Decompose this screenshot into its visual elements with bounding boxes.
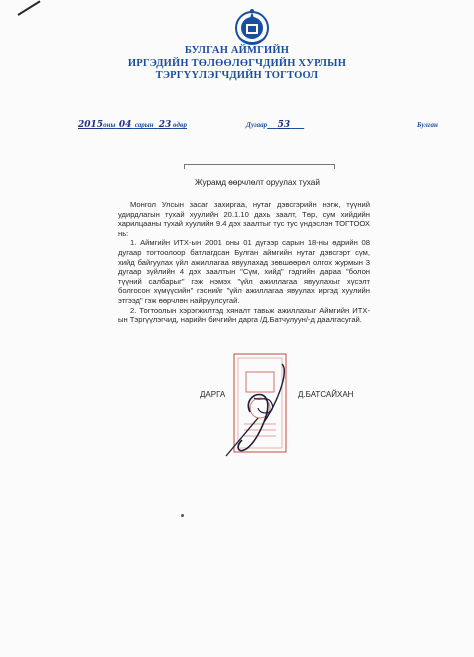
document-place: Булган bbox=[417, 121, 438, 129]
subject-bracket bbox=[184, 164, 334, 165]
date-month-suffix: сарын bbox=[134, 121, 154, 129]
body-paragraph-2: 1. Аймгийн ИТХ-ын 2001 оны 01 дүгээр сарын 18-ны өдрийн 08 дугаар тогтоолоор батлагдсан Булган аймгийн нутаг дэвсгэрт сүм, хийд байгуулах үйл ажиллагаа явуулахад зөвшөөрөл олгох журмын 3 дугаар зүйлийн 4 дэх заалтын "Сүм, хийд" гэдгийн дараа "болон түүний салбарыг" гэж нэмэх "үйл ажиллагаа явуулахыг хүсэлт болгосон хүмүүсийн" гэснийг "үйл ажиллагаа явуулах иргэд хуулийн этгээд" гэж өөрчлөн найруулсугай. bbox=[118, 238, 370, 305]
document-subject: Журамд өөрчлөлт оруулах тухай bbox=[195, 178, 320, 187]
subject-bracket-left bbox=[184, 164, 185, 169]
pen-mark bbox=[17, 0, 40, 15]
number-label: Дугаар bbox=[246, 121, 268, 129]
signatory-title: ДАРГА bbox=[200, 390, 226, 399]
document-header bbox=[0, 45, 474, 83]
body-paragraph-3: 2. Тогтоолын хэрэгжилтэд хяналт тавьж ажиллахыг Аймгийн ИТХ-ын Тэргүүлэгчид, нарийн бичгийн дарга /Д.Батчулуун/-д даалгасугай. bbox=[118, 305, 370, 325]
date-day: 23 bbox=[158, 120, 172, 130]
page-dot bbox=[181, 514, 184, 517]
date-year: 2015 bbox=[78, 120, 104, 130]
header-line-3: ТЭРГҮҮЛЭГЧДИЙН ТОГТООЛ bbox=[155, 70, 319, 81]
number-value: 53 bbox=[277, 120, 291, 130]
document-date bbox=[78, 120, 187, 130]
date-day-suffix: өдөр bbox=[173, 121, 188, 129]
header-line-1: БУЛГАН АЙМГИЙН bbox=[184, 45, 290, 56]
state-emblem-icon bbox=[234, 8, 270, 46]
signatory-name: Д.БАТСАЙХАН bbox=[298, 390, 354, 399]
header-line-2: ИРГЭДИЙН ТӨЛӨӨЛӨГЧДИЙН ХУРЛЫН bbox=[127, 57, 347, 69]
date-month: 04 bbox=[118, 120, 132, 130]
date-year-suffix: оны bbox=[103, 121, 116, 129]
official-seal-and-signature bbox=[220, 352, 300, 462]
subject-bracket-right bbox=[334, 164, 335, 169]
document-number bbox=[246, 120, 304, 130]
body-paragraph-1: Монгол Улсын засаг захиргаа, нутаг дэвсгэрийн нэгж, түүний удирдлагын тухай хуулийн 20.1.10 дахь заалт, Төр, сум хийдийн харилцааны тухай хуулийн 9.4 дэх заалтыг тус тус үндэслэн ТОГТООХ нь: bbox=[118, 200, 370, 238]
document-body bbox=[118, 200, 370, 325]
